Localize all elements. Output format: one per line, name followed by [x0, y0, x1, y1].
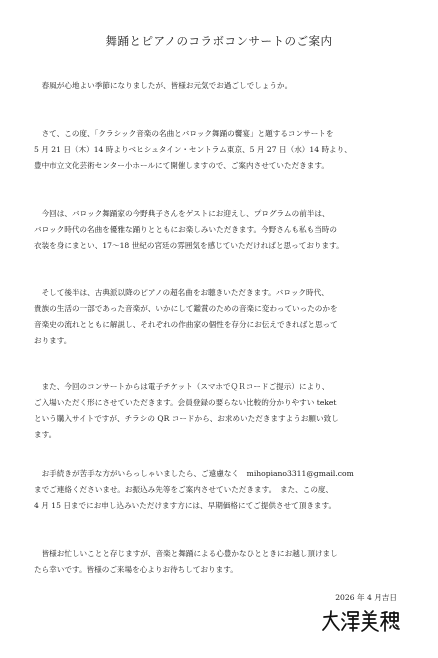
text-line: 皆様お忙しいことと存じますが、音楽と舞踊による心豊かなひとときにお越し頂けまし [34, 549, 338, 558]
text-line: たら幸いです。皆様のご来場を心よりお待ちしております。 [34, 565, 238, 574]
letter-date: 2026 年 4 月吉日 [335, 593, 397, 602]
text-line: さて、この度、「クラシック音楽の名曲とバロック舞踊の饗宴」と題するコンサートを [34, 129, 334, 138]
text-line: 春風が心地よい季節になりましたが、皆様お元気でお過ごしでしょうか。 [34, 81, 293, 90]
text-line: おります。 [34, 336, 72, 345]
handwritten-signature [321, 608, 401, 634]
paragraph-second-half [34, 285, 409, 349]
text-line: までご連絡くださいませ。お振込み先等をご案内させていただきます。 また、この度、 [34, 485, 334, 494]
text-line: 衣装を身にまとい、17～18 世紀の宮廷の雰囲気を感じていただければと思っております。 [34, 241, 344, 250]
text-line: という購入サイトですが、チラシの QR コードから、お求めいただきますようお願い致し [34, 414, 339, 423]
paragraph-greeting [34, 78, 409, 94]
text-line: 5 月 21 日（木）14 時よりベヒシュタイン・セントラム東京、5 月 27 日（水）14 時より、 [34, 145, 352, 154]
page-title: 舞踊とピアノのコラボコンサートのご案内 [105, 34, 333, 48]
text-line: そして後半は、古典派以降のピアノの超名曲をお聴きいただきます。バロック時代、 [34, 288, 329, 297]
paragraph-closing [34, 546, 409, 578]
text-line: ます。 [34, 430, 57, 439]
paragraph-contact [34, 466, 409, 514]
text-line: お手続きが苦手な方がいらっしゃいましたら、ご遠慮なく mihopiano3311@gmail.com [34, 469, 354, 478]
text-line: 今回は、バロック舞踊家の今野典子さんをゲストにお迎えし、プログラムの前半は、 [34, 209, 330, 218]
text-line: 4 月 15 日までにお申し込みいただけます方には、早期価格にてご提供させて頂きます。 [34, 501, 337, 510]
text-line: また、今回のコンサートからは電子チケット（スマホでＱＲコードご提示）により、 [34, 382, 330, 391]
paragraph-first-half [34, 206, 409, 254]
text-line: 貴族の生活の一部であった音楽が、いかにして鑑賞のための音楽に変わっていったのかを [34, 304, 338, 313]
text-line: バロック時代の名曲を優雅な踊りとともにお楽しみいただきます。今野さんも私も当時の [34, 225, 337, 234]
paragraph-concert-announcement [34, 126, 409, 174]
text-line: 豊中市立文化芸術センター小ホールにて開催しますので、ご案内させていただきます。 [34, 161, 329, 170]
text-line: 音楽史の流れとともに解説し、それぞれの作曲家の個性を存分にお伝えできればと思って [34, 320, 338, 329]
text-line: ご入場いただく形にさせていただきます。会員登録の要らない比較的分かりやすい teket [34, 398, 337, 407]
paragraph-e-ticket [34, 379, 409, 443]
